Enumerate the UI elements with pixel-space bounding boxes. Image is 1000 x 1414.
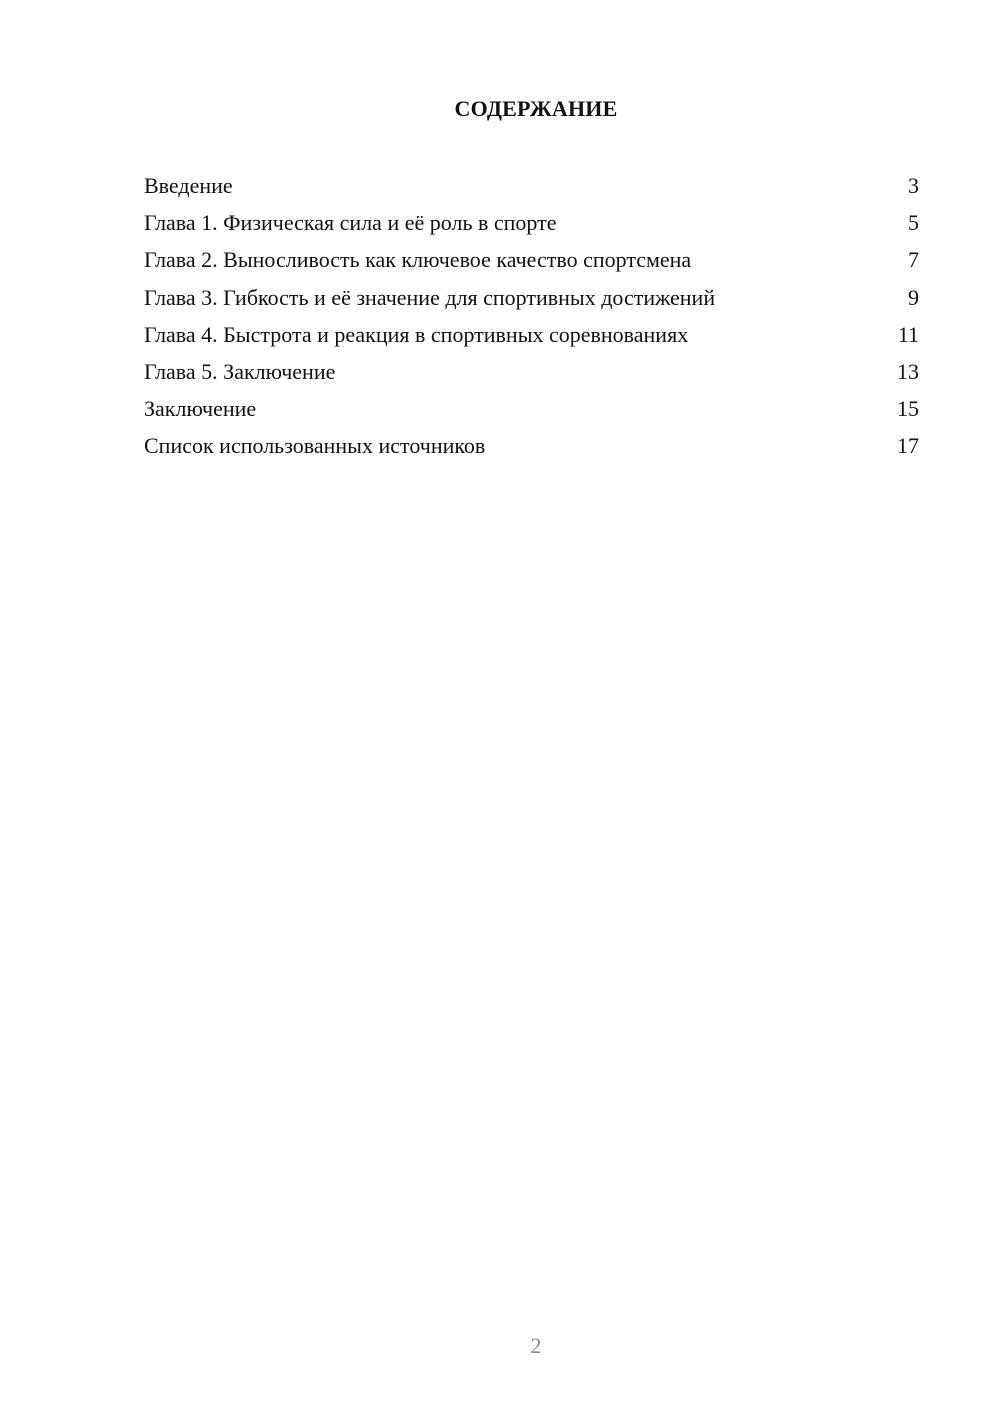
- toc-entry-title: Заключение: [144, 396, 257, 422]
- toc-entry-title: Введение: [144, 173, 233, 198]
- toc-entry-chapter-4: [144, 316, 919, 353]
- toc-entry-introduction: [144, 167, 919, 204]
- toc-entry-page-number: 5: [908, 210, 919, 236]
- toc-entry-page-number: 3: [908, 173, 919, 198]
- toc-entry-page-number: 15: [897, 396, 919, 422]
- toc-entry-title: Глава 1. Физическая сила и её роль в спорте: [144, 210, 557, 236]
- page-number: 2: [530, 1333, 542, 1358]
- toc-entry-conclusion: [144, 390, 919, 427]
- toc-entry-title: Список использованных источников: [144, 433, 486, 459]
- toc-entry-chapter-3: [144, 279, 919, 316]
- toc-entry-references: [144, 427, 919, 464]
- toc-entry-page-number: 11: [897, 321, 919, 347]
- toc-entry-chapter-1: [144, 204, 919, 241]
- toc-entry-chapter-2: [144, 241, 919, 278]
- toc-entry-title: Глава 2. Выносливость как ключевое качество спортсмена: [144, 247, 692, 273]
- toc-entry-page-number: 17: [897, 433, 919, 459]
- toc-entry-page-number: 13: [897, 358, 919, 384]
- toc-entry-page-number: 9: [908, 284, 919, 310]
- toc-title: СОДЕРЖАНИЕ: [454, 96, 618, 121]
- toc-entry-title: Глава 4. Быстрота и реакция в спортивных соревнованиях: [144, 321, 689, 347]
- toc-list: [144, 167, 919, 465]
- toc-entry-title: Глава 5. Заключение: [144, 358, 336, 384]
- toc-entry-title: Глава 3. Гибкость и её значение для спортивных достижений: [144, 284, 716, 310]
- toc-entry-page-number: 7: [908, 247, 919, 273]
- toc-entry-chapter-5: [144, 353, 919, 390]
